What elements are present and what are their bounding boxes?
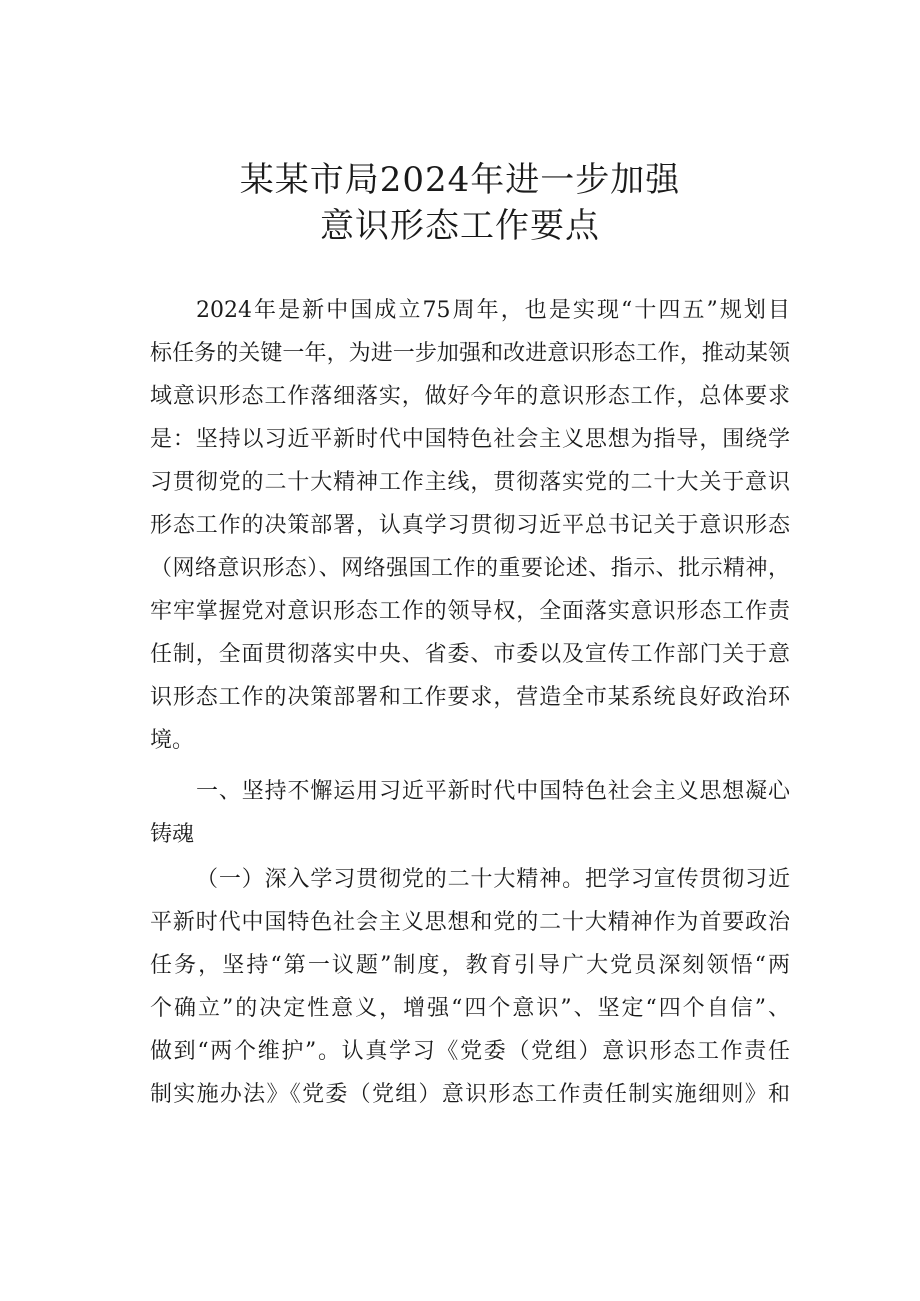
intro-paragraph-line: 域意识形态工作落细落实，做好今年的意识形态工作，总体要求 [150,384,790,409]
intro-paragraph-line: 任制，全面贯彻落实中央、省委、市委以及宣传工作部门关于意 [150,642,790,667]
document-title-line-2: 意识形态工作要点 [320,206,600,246]
intro-paragraph-line: 标任务的关键一年，为进一步加强和改进意识形态工作，推动某领 [150,341,790,366]
subsection-1-line: 个确立”的决定性意义，增强“四个意识”、坚定“四个自信”、 [150,996,790,1021]
section-1-heading-line: 一、坚持不懈运用习近平新时代中国特色社会主义思想凝心 [196,779,790,804]
intro-paragraph-line: 习贯彻党的二十大精神工作主线，贯彻落实党的二十大关于意识 [150,470,790,495]
subsection-1-line: 做到“两个维护”。认真学习《党委（党组）意识形态工作责任 [150,1039,790,1064]
intro-paragraph-line: 2024年是新中国成立75周年，也是实现“十四五”规划目 [196,298,790,323]
intro-paragraph-line: 形态工作的决策部署，认真学习贯彻习近平总书记关于意识形态 [150,513,790,538]
intro-paragraph-line: 识形态工作的决策部署和工作要求，营造全市某系统良好政治环 [150,685,790,710]
intro-paragraph-line: 是：坚持以习近平新时代中国特色社会主义思想为指导，围绕学 [150,427,790,452]
section-1-heading-line: 铸魂 [150,822,195,847]
document-title-line-1: 某某市局2024年进一步加强 [239,160,681,200]
subsection-1-line: 制实施办法》《党委（党组）意识形态工作责任制实施细则》和 [150,1082,790,1107]
intro-paragraph-line: （网络意识形态）、网络强国工作的重要论述、指示、批示精神， [150,556,790,581]
subsection-1-line: 任务，坚持“第一议题”制度，教育引导广大党员深刻领悟“两 [150,953,790,978]
intro-paragraph-line: 牢牢掌握党对意识形态工作的领导权，全面落实意识形态工作责 [150,599,790,624]
intro-paragraph-line: 境。 [150,728,195,753]
subsection-1-line: （一）深入学习贯彻党的二十大精神。把学习宣传贯彻习近 [196,867,790,892]
subsection-1-line: 平新时代中国特色社会主义思想和党的二十大精神作为首要政治 [150,910,790,935]
